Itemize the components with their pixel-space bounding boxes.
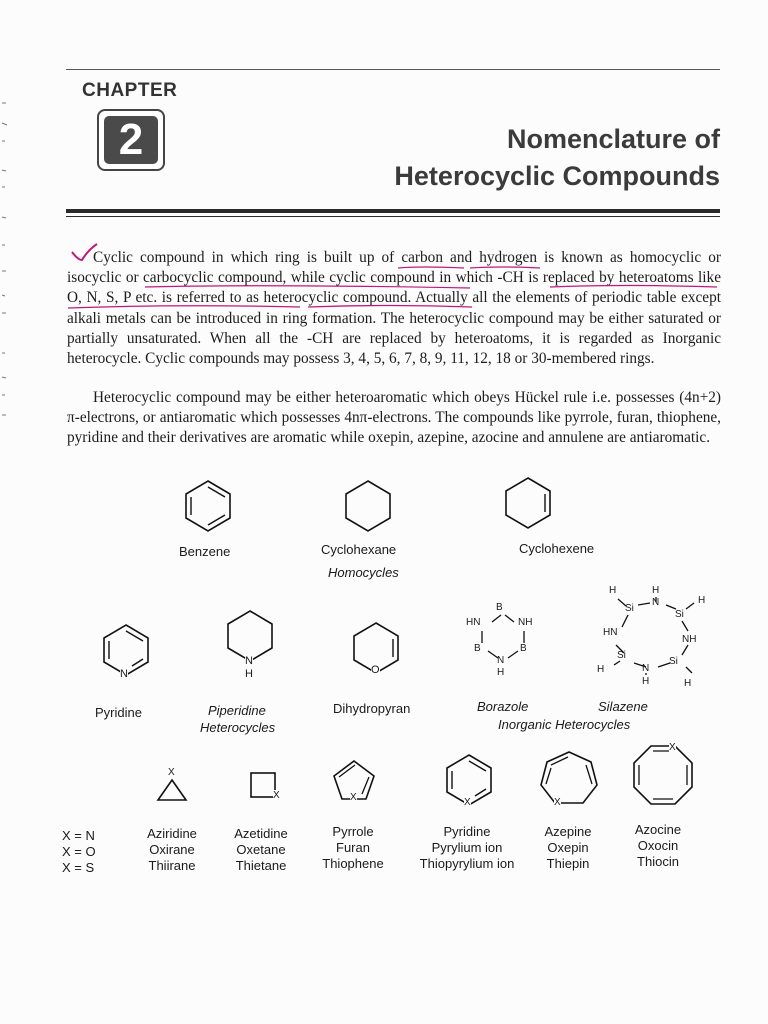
- aromaticity-paragraph: Heterocyclic compound may be either heteroaromatic which obeys Hückel rule i.e. possesses (4n+2) π-electrons, or antiaromatic which possesses 4nπ-electrons. The compounds like pyrrole, furan, thiophene, pyridine and their derivatives are aromatic while oxepin, azepine, azocine and annulene are antiaromatic.: [67, 389, 721, 447]
- silazene-h3: H: [698, 595, 706, 606]
- azepine-label: Azepine: [544, 824, 592, 839]
- inorganic-heterocycles-label: Inorganic Heterocycles: [498, 717, 631, 732]
- benzene-structure: [180, 478, 236, 534]
- borazole-b-right: B: [520, 643, 527, 654]
- intro-paragraph: Cyclic compound in which ring is built up of carbon and hydrogen is known as homocyclic or isocyclic or carbocyclic compound, while cyclic compound in which -CH is replaced by heteroatoms like O, N, S, P etc. is referred to as heterocyclic compound. Actually all the elements of periodic table except alkali metals can be introduced in ring formation. The heterocyclic compound may be either saturated or partially unsaturated. When all the -CH are replaced by heteroatoms, it is regarded as Inorganic heterocycle. Cyclic compounds may possess 3, 4, 5, 6, 7, 8, 9, 11, 12, 18 or 30-membered rings.: [67, 249, 721, 368]
- benzene-label: Benzene: [179, 544, 231, 559]
- dihydropyran-label: Dihydropyran: [333, 701, 411, 716]
- header-thin-rule: [66, 216, 720, 217]
- silazene-n1: N: [652, 597, 660, 608]
- furan-label: Furan: [336, 840, 370, 855]
- chapter-title-line1: Nomenclature of: [506, 124, 720, 154]
- pyrylium-label: Pyrylium ion: [431, 840, 503, 855]
- eight-ring-names: [620, 822, 696, 870]
- borazole-b-left: B: [474, 643, 481, 654]
- dihydropyran-o-atom: O: [371, 664, 380, 676]
- borazole-b-top: B: [496, 602, 503, 613]
- aziridine-label: Aziridine: [147, 826, 197, 841]
- thiocin-label: Thiocin: [637, 854, 679, 869]
- silazene-si3: Si: [617, 650, 626, 661]
- silazene-h4: H: [597, 664, 605, 675]
- silazene-hn: HN: [603, 627, 618, 638]
- chapter-number: 2: [104, 116, 158, 164]
- pyridine-series-label: Pyridine: [443, 824, 491, 839]
- six-ring-x: X: [464, 797, 471, 808]
- header-top-rule: [66, 69, 720, 70]
- four-ring-names: [224, 826, 298, 874]
- homocycles-group-label: Homocycles: [328, 565, 399, 580]
- thiopyrylium-label: Thiopyrylium ion: [419, 856, 515, 871]
- underline-annotations: [60, 262, 730, 312]
- five-ring-names: [315, 824, 391, 872]
- silazene-h2: H: [652, 585, 660, 596]
- margin-bleed-marks: [0, 95, 12, 435]
- borazole-hn: HN: [466, 617, 481, 628]
- seven-ring-structure: [537, 748, 601, 810]
- eight-ring-structure: [630, 742, 696, 808]
- piperidine-h-atom: H: [245, 668, 253, 680]
- pyrrole-label: Pyrrole: [332, 824, 374, 839]
- x-equals-s: X = S: [62, 860, 95, 875]
- azetidine-label: Azetidine: [234, 826, 288, 841]
- silazene-si1: Si: [625, 603, 634, 614]
- x-equals-o: X = O: [62, 844, 96, 859]
- seven-ring-x: X: [554, 797, 561, 808]
- borazole-n-bottom: N: [497, 655, 505, 666]
- piperidine-label: Piperidine: [208, 703, 266, 718]
- borazole-label: Borazole: [477, 699, 529, 714]
- silazene-si2: Si: [675, 609, 684, 620]
- thiophene-label: Thiophene: [322, 856, 384, 871]
- x-substitution-key: [62, 828, 96, 876]
- pyridine-n-atom: N: [120, 668, 128, 680]
- cyclohexane-structure: [340, 478, 396, 534]
- pyridine-label: Pyridine: [95, 705, 142, 720]
- three-ring-names: [135, 826, 209, 874]
- x-equals-n: X = N: [62, 828, 95, 843]
- cyclohexane-label: Cyclohexane: [321, 542, 397, 557]
- header-thick-rule: [66, 209, 720, 213]
- silazene-n2: N: [642, 663, 650, 674]
- silazene-h5: H: [642, 676, 650, 687]
- borazole-h-bottom: H: [497, 667, 505, 678]
- azocine-label: Azocine: [634, 822, 682, 837]
- eight-ring-x: X: [669, 742, 676, 753]
- chapter-number-box: [97, 109, 165, 171]
- six-ring-names: [410, 824, 524, 872]
- oxepin-label: Oxepin: [547, 840, 589, 855]
- silazene-nh: NH: [682, 634, 697, 645]
- piperidine-n-atom: N: [245, 655, 253, 667]
- silazene-si4: Si: [669, 656, 678, 667]
- oxocin-label: Oxocin: [637, 838, 679, 853]
- seven-ring-names: [530, 824, 606, 872]
- chapter-title-line2: Heterocyclic Compounds: [394, 161, 720, 191]
- thietane-label: Thietane: [235, 858, 287, 873]
- oxirane-label: Oxirane: [149, 842, 195, 857]
- cyclohexene-label: Cyclohexene: [519, 541, 595, 556]
- five-ring-x: X: [350, 792, 357, 803]
- cyclohexene-structure: [500, 475, 556, 531]
- chapter-label: CHAPTER: [82, 80, 178, 101]
- three-ring-x: X: [168, 767, 175, 778]
- silazene-h6: H: [684, 678, 692, 689]
- oxetane-label: Oxetane: [236, 842, 286, 857]
- four-ring-x: X: [273, 790, 280, 801]
- silazene-h1: H: [609, 585, 617, 596]
- heterocycles-group-label: Heterocycles: [200, 720, 276, 735]
- silazene-label: Silazene: [598, 699, 648, 714]
- borazole-nh: NH: [518, 617, 533, 628]
- thiirane-label: Thiirane: [148, 858, 196, 873]
- thiepin-label: Thiepin: [546, 856, 590, 871]
